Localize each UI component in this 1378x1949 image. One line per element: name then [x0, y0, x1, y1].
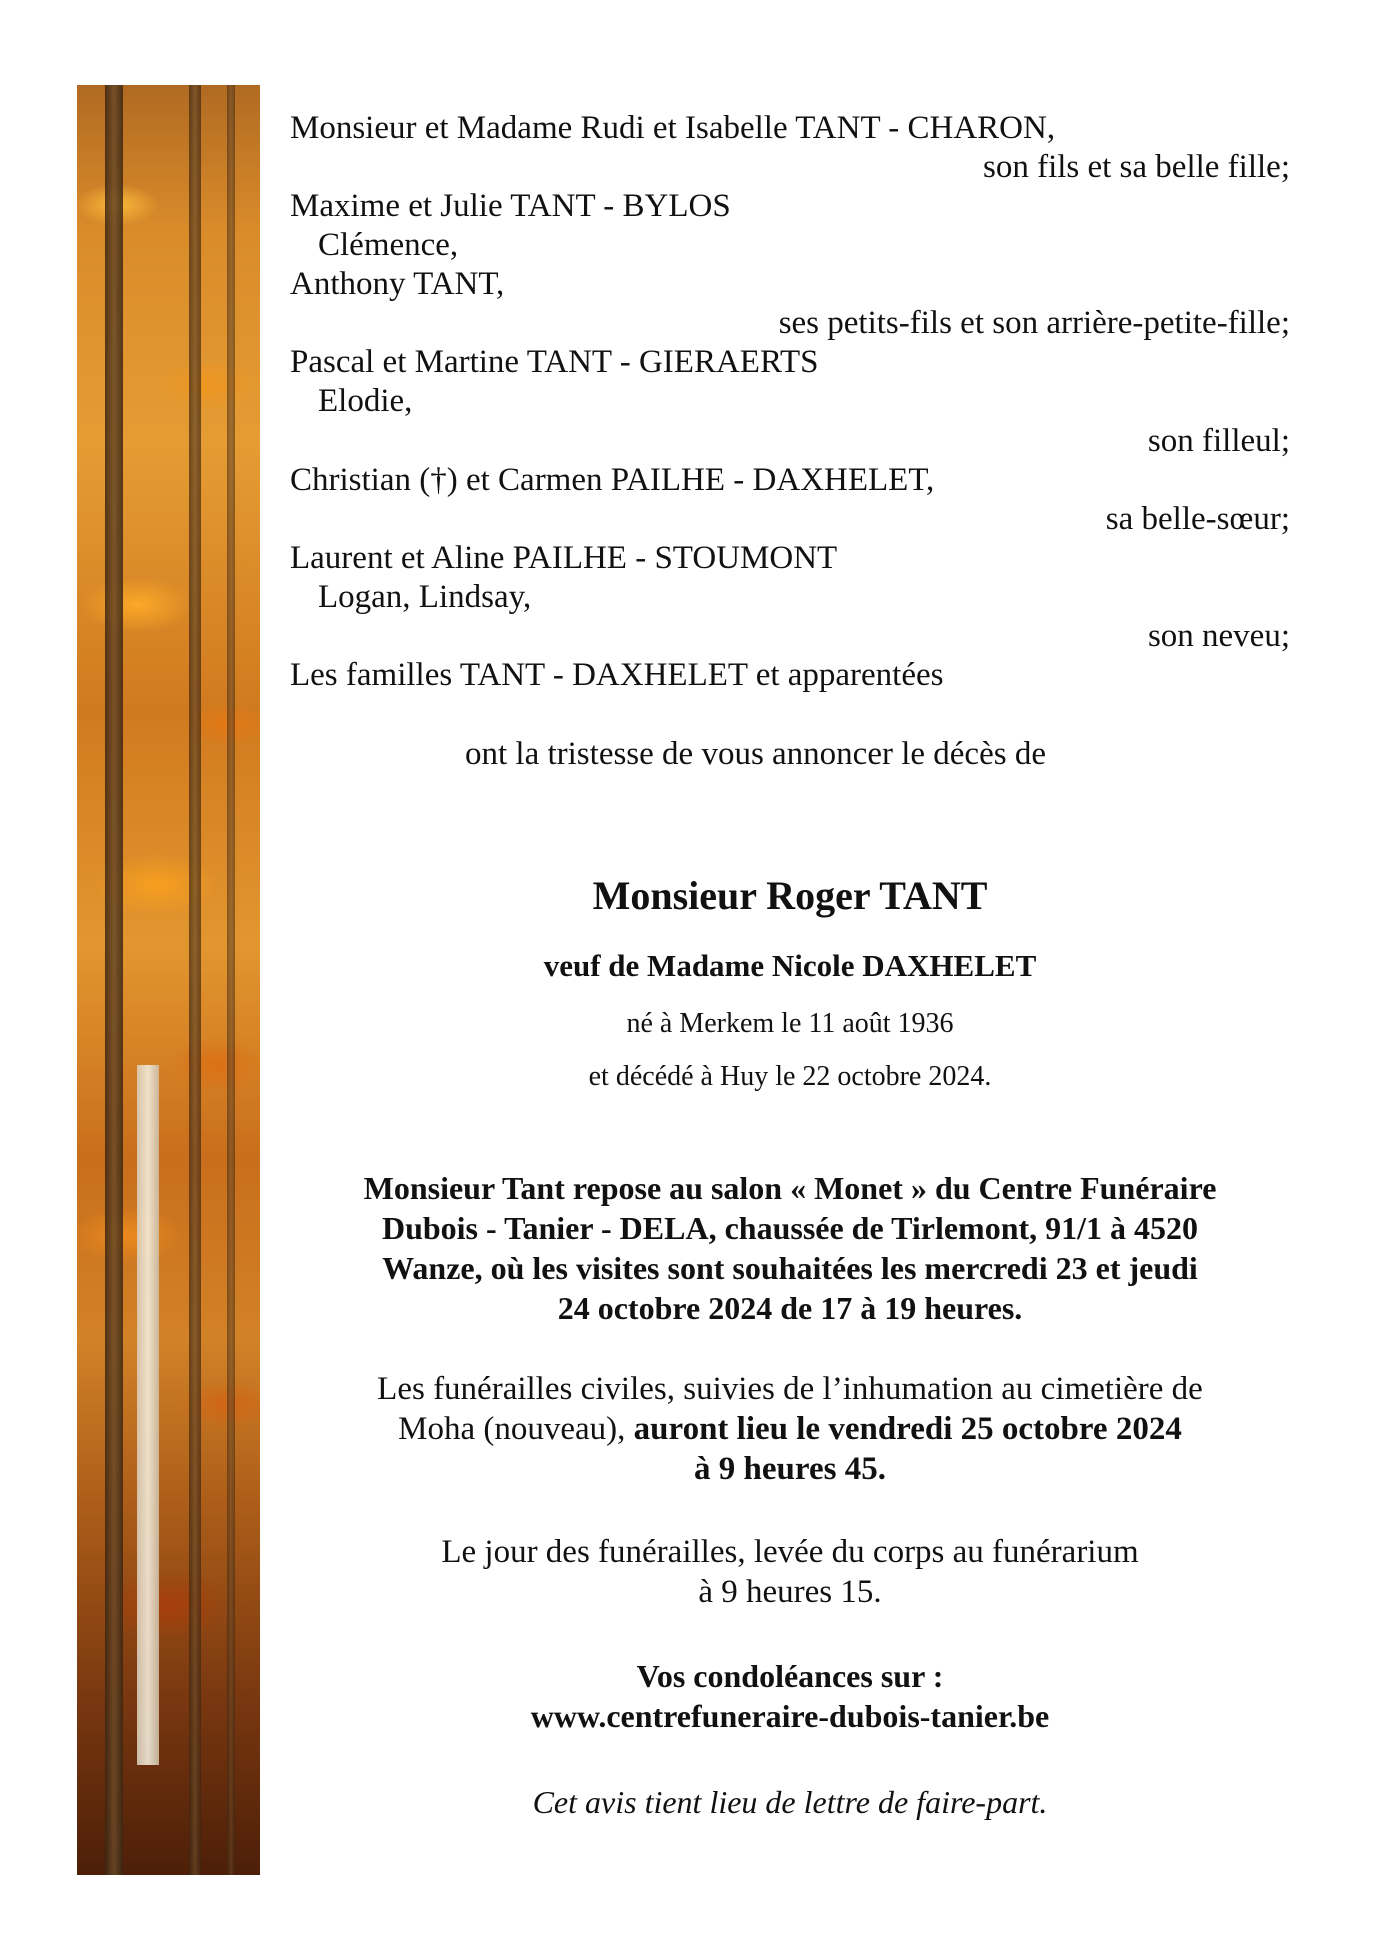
condolences-label: Vos condoléances sur : — [636, 1658, 944, 1694]
tree-trunk — [105, 85, 123, 1875]
family-line: Elodie, — [318, 383, 413, 419]
death-line: et décédé à Huy le 22 octobre 2024. — [588, 1061, 992, 1092]
funeral-place: Moha (nouveau), — [398, 1411, 634, 1447]
family-relation: ses petits-fils et son arrière-petite-fille; — [778, 305, 1290, 341]
family-line: Laurent et Aline PAILHE - STOUMONT — [290, 540, 838, 576]
visit-line: Dubois - Tanier - DELA, chaussée de Tirlemont, 91/1 à 4520 — [381, 1210, 1199, 1246]
widower-line: veuf de Madame Nicole DAXHELET — [543, 948, 1037, 983]
levee-time: à 9 heures 15. — [698, 1574, 882, 1610]
tree-trunk — [189, 85, 201, 1875]
visit-line: Monsieur Tant repose au salon « Monet » du Centre Funéraire — [363, 1170, 1217, 1206]
levee-line: Le jour des funérailles, levée du corps au funérarium — [441, 1534, 1139, 1570]
family-line: Monsieur et Madame Rudi et Isabelle TANT - CHARON, — [290, 110, 1056, 146]
family-line: Anthony TANT, — [290, 266, 505, 302]
funeral-line — [290, 1413, 1290, 1446]
family-line: Pascal et Martine TANT - GIERAERTS — [290, 344, 819, 380]
birth-line: né à Merkem le 11 août 1936 — [626, 1008, 954, 1039]
family-relation: son fils et sa belle fille; — [982, 149, 1290, 185]
deceased-name: Monsieur Roger TANT — [592, 873, 988, 918]
family-relation: sa belle-sœur; — [1105, 501, 1290, 537]
family-line: Maxime et Julie TANT - BYLOS — [290, 188, 731, 224]
announcement: ont la tristesse de vous annoncer le décès de — [465, 736, 1046, 772]
visit-line: 24 octobre 2024 de 17 à 19 heures. — [557, 1290, 1023, 1326]
birch-trunk — [137, 1065, 159, 1765]
funeral-line: Les funérailles civiles, suivies de l’inhumation au cimetière de — [377, 1371, 1203, 1407]
funeral-date: auront lieu le vendredi 25 octobre 2024 — [633, 1411, 1182, 1447]
footer-note: Cet avis tient lieu de lettre de faire-part. — [532, 1784, 1048, 1820]
visit-line: Wanze, où les visites sont souhaitées les mercredi 23 et jeudi — [382, 1250, 1198, 1286]
family-line: Clémence, — [318, 227, 459, 263]
family-line: Christian (†) et Carmen PAILHE - DAXHELET, — [290, 462, 935, 498]
family-line: Les familles TANT - DAXHELET et apparentées — [290, 657, 944, 693]
family-relation: son neveu; — [1147, 618, 1290, 654]
autumn-foliage-image — [77, 85, 260, 1875]
tree-trunk — [227, 85, 235, 1875]
family-relation: son filleul; — [1147, 423, 1290, 459]
funeral-time: à 9 heures 45. — [694, 1451, 886, 1487]
condolences-url[interactable]: www.centrefuneraire-dubois-tanier.be — [530, 1698, 1050, 1734]
family-line: Logan, Lindsay, — [318, 579, 532, 615]
